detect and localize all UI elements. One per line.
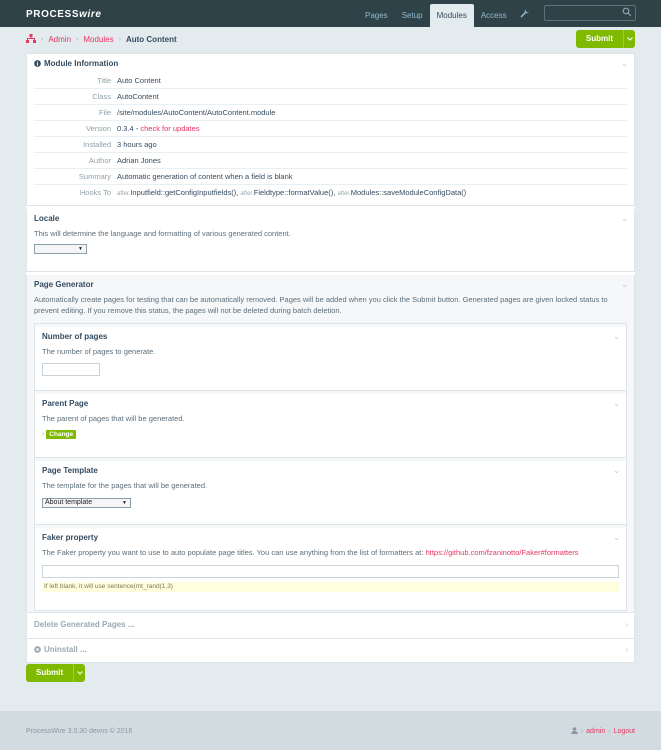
page-template-description: The template for the pages that will be generated. [42,481,208,490]
uninstall-section [26,639,635,663]
table-row [34,89,627,105]
hook-item: Modules::saveModuleConfigData() [350,188,467,197]
row-value: Auto Content [117,76,161,85]
parent-page-label: Parent Page [42,399,89,408]
page-template-header[interactable] [35,461,626,480]
page-generator-description: Automatically create pages for testing that can be automatically removed. Pages will be added when you click the Submit button. Generated pages are given locked status to prevent editing. If you remove this status, the pages will not be deleted during batch deletion. [34,295,608,315]
times-circle-icon [34,640,41,662]
wrench-icon[interactable] [514,4,535,27]
module-info-header[interactable] [27,54,634,73]
parent-page-header[interactable] [35,394,626,413]
breadcrumb [26,34,177,45]
breadcrumb-separator: › [41,36,44,43]
number-of-pages-field [35,327,626,391]
table-row [34,185,627,201]
delete-generated-title: Delete Generated Pages ... [34,620,135,629]
number-of-pages-label: Number of pages [42,332,108,341]
hook-prefix: after. [337,191,351,197]
faker-property-header[interactable] [35,528,626,547]
chevron-down-icon[interactable]: ⌄ [613,332,620,341]
page-generator-fields [34,323,627,611]
delete-generated-header[interactable] [27,614,634,636]
submit-button-bottom[interactable] [26,664,85,682]
hook-item: Fieldtype::formatValue(), [253,188,336,197]
footer-separator: › [608,728,611,735]
table-row [34,121,627,137]
chevron-down-icon[interactable]: ⌄ [613,466,620,475]
table-row [34,137,627,153]
breadcrumb-separator: › [118,36,121,43]
logo-accent-text: wire [79,9,102,20]
module-config-form [26,53,635,663]
row-key: File [98,108,111,117]
row-value: Adrian Jones [117,156,161,165]
row-value: Automatic generation of content when a field is blank [117,172,293,181]
uninstall-header[interactable] [27,639,634,661]
chevron-down-icon[interactable]: ⌄ [621,280,628,289]
chevron-down-icon[interactable] [623,30,635,48]
chevron-down-icon[interactable]: ⌄ [621,214,628,223]
row-key: Summary [78,172,111,181]
search-icon[interactable] [622,7,632,19]
processwire-logo[interactable] [26,9,102,20]
top-bar [0,0,661,27]
footer-copyright: ProcessWire 3.0.30 devns © 2016 [26,728,133,735]
number-of-pages-header[interactable] [35,327,626,346]
nav-access[interactable]: Access [480,11,507,20]
row-value: 3 hours ago [117,140,157,149]
number-of-pages-input[interactable] [42,363,100,376]
search-input[interactable] [544,5,636,21]
module-info-table [34,73,627,201]
breadcrumb-current: Auto Content [125,35,177,44]
chevron-down-icon[interactable]: ⌄ [621,59,628,68]
row-value [117,121,627,136]
page-generator-header[interactable] [27,275,634,294]
chevron-right-icon: › [42,431,45,438]
breadcrumb-modules[interactable]: Modules [83,35,114,44]
logout-link[interactable]: Logout [613,728,635,735]
module-info-title: Module Information [44,59,119,68]
page-generator-title: Page Generator [34,280,94,289]
row-key: Title [97,76,111,85]
change-parent-button[interactable]: Change [46,430,76,439]
nav-setup[interactable]: Setup [401,11,423,20]
faker-property-label: Faker property [42,533,99,542]
page-template-selected-value: About template [45,499,93,506]
check-updates-link[interactable]: check for updates [140,124,200,133]
faker-property-input[interactable] [42,565,619,578]
number-of-pages-description: The number of pages to generate. [42,347,156,356]
submit-button-label: Submit [36,668,64,677]
faker-description-text: The Faker property you want to use to auto populate page titles. You can use anything from the list of formatters at: [42,548,426,557]
locale-section [26,209,635,272]
locale-title: Locale [34,214,60,223]
footer [0,711,661,750]
chevron-down-icon[interactable] [73,664,85,682]
page-template-select[interactable] [42,498,131,508]
footer-separator: › [580,728,584,735]
row-key: Hooks To [79,188,111,197]
table-row [34,153,627,169]
row-value: AutoContent [117,92,159,101]
row-key: Installed [83,140,111,149]
locale-header[interactable] [27,209,634,228]
row-key: Author [88,156,111,165]
row-value [117,185,627,201]
table-row [34,105,627,121]
parent-page-description: The parent of pages that will be generated. [42,414,185,423]
user-icon [571,727,578,736]
table-row [34,169,627,185]
locale-select[interactable] [34,244,87,254]
breadcrumb-admin[interactable]: Admin [48,35,72,44]
main-nav [358,4,535,27]
tree-icon[interactable] [26,34,36,45]
table-row [34,73,627,89]
chevron-right-icon[interactable]: › [625,645,628,654]
hook-item: Inputfield::getConfigInputfields(), [130,188,239,197]
faker-property-field [35,528,626,610]
row-value: /site/modules/AutoContent/AutoContent.module [117,108,276,117]
submit-button-label: Submit [585,34,613,43]
breadcrumb-separator: › [76,36,79,43]
chevron-down-icon[interactable]: ⌄ [613,399,620,408]
hook-prefix: after. [117,191,131,197]
version-value: 0.3.4 [117,124,134,133]
submit-button-top[interactable] [576,30,635,48]
header-row [0,27,661,52]
row-key: Version [85,124,111,133]
uninstall-title: Uninstall ... [44,645,87,654]
hook-prefix: after. [240,191,254,197]
nav-modules[interactable]: Modules [430,4,474,27]
footer-user [571,727,635,736]
version-separator: - [133,124,141,133]
locale-description: This will determine the language and formatting of various generated content. [34,229,291,238]
chevron-right-icon[interactable]: › [625,620,628,629]
nav-pages[interactable]: Pages [365,11,388,20]
footer-user-link[interactable]: admin [586,728,606,735]
parent-page-field [35,394,626,458]
faker-property-description [35,547,626,558]
chevron-down-icon: ▼ [122,500,127,506]
row-key: Class [92,92,111,101]
chevron-down-icon[interactable]: ⌄ [613,533,620,542]
delete-generated-section [26,614,635,639]
faker-formatters-link[interactable]: https://github.com/fzaninotto/Faker#formatters [425,548,579,557]
logo-text: PROCESS [26,9,80,20]
page-template-label: Page Template [42,466,98,475]
faker-property-notes: If left blank, it will use sentence(mt_rand(1,3) [42,582,619,592]
page-template-field [35,461,626,525]
module-info-section [26,53,635,206]
info-icon [34,55,41,74]
page-generator-section [26,275,635,613]
chevron-down-icon: ▼ [78,246,83,252]
